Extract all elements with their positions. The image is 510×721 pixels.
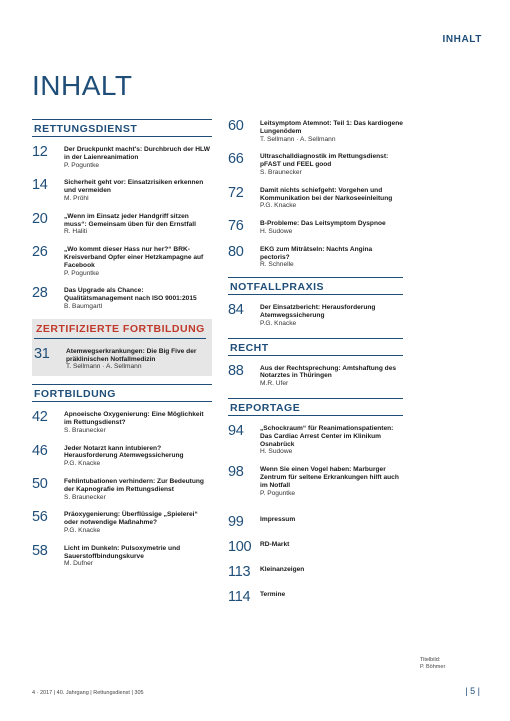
toc-page-number: 14: [32, 177, 48, 194]
toc-entry-title: Wenn Sie einen Vogel haben: Marburger Zentrum für seltene Erkrankungen hilft auch im Notfall: [260, 466, 399, 489]
toc-page-number: 50: [32, 475, 48, 492]
toc-entry-title: „Schockraum“ für Reanimationspatienten: Das Cardiac Arrest Center im Klinikum Osnabrück: [260, 424, 394, 448]
toc-entry: [228, 424, 403, 456]
toc-entry: [32, 544, 212, 568]
toc-page-number: 46: [32, 442, 48, 459]
toc-entry: [32, 178, 212, 202]
toc-entry-title: Präoxygenierung: Überflüssige „Spielerei“ oder notwendige Maßnahme?: [64, 511, 198, 527]
footer-page-number: | 5 |: [465, 686, 480, 696]
section-heading-zertifizierte: ZERTIFIZIERTE FORTBILDUNG: [34, 323, 206, 339]
toc-entry-author: P. Poguntke: [260, 489, 296, 497]
cover-credit: [420, 657, 445, 671]
toc-entry-author: B. Baumgartl: [64, 302, 103, 310]
toc-page-number: 99: [228, 514, 244, 531]
toc-entry: [228, 186, 403, 210]
toc-entry: [32, 444, 212, 468]
toc-page-number: 98: [228, 464, 244, 481]
toc-entry-title: Der Einsatzbericht: Herausforderung Atemwegssicherung: [260, 304, 376, 319]
toc-page-number: 28: [32, 285, 48, 302]
toc-entry: [228, 245, 403, 269]
toc-entry: [228, 152, 403, 176]
toc-entry-author: H. Sudowe: [260, 448, 293, 456]
toc-entry-title: Termine: [260, 591, 286, 599]
toc-entry-title: Damit nichts schiefgeht: Vorgehen und Kommunikation bei der Narkoseeinleitung: [260, 186, 393, 202]
toc-entry-title: RD-Markt: [260, 541, 290, 549]
toc-entry: [32, 212, 212, 236]
toc-entry-author: M. Dufner: [64, 560, 93, 568]
toc-entry: [228, 590, 403, 605]
toc-entry: [228, 515, 403, 530]
toc-entry-author: P.G. Knacke: [260, 202, 297, 210]
toc-entry-title: Aus der Rechtsprechung: Amtshaftung des Notarztes in Thüringen: [260, 364, 397, 380]
toc-entry-title: „Wenn im Einsatz jeder Handgriff sitzen muss“: Gemeinsam üben für den Ernstfall: [64, 212, 196, 228]
toc-page-number: 12: [32, 144, 48, 160]
toc-page-number: 60: [228, 118, 244, 134]
section-misc: [228, 515, 403, 605]
toc-page-number: 114: [228, 589, 251, 606]
toc-page-number: 94: [228, 422, 244, 439]
toc-entry: [32, 510, 212, 534]
toc-entry: [228, 364, 403, 388]
toc-entry-title: „Wo kommt dieser Hass nur her?“ BRK-Kreisverband Opfer einer Hetzkampagne auf Facebook: [64, 246, 204, 269]
right-column: [228, 119, 403, 605]
toc-entry-author: P. Poguntke: [64, 161, 100, 169]
toc-page-number: 31: [34, 345, 50, 362]
section-heading-reportage: REPORTAGE: [228, 398, 403, 416]
section-notfallpraxis: [228, 303, 403, 327]
toc-entry-author: S. Braunecker: [64, 493, 106, 501]
section-fortbildung: [32, 410, 212, 568]
toc-entry-author: T. Sellmann · A. Sellmann: [66, 363, 142, 371]
toc-page-number: 56: [32, 509, 48, 526]
toc-entry-author: R. Schnelle: [260, 261, 294, 269]
toc-entry-title: Ultraschalldiagnostik im Rettungsdienst: pFAST und FEEL good: [260, 153, 389, 169]
toc-entry-author: P. Poguntke: [64, 269, 100, 277]
toc-entry-text: [260, 565, 403, 574]
toc-entry-title: Atemwegserkrankungen: Die Big Five der präklinischen Notfallmedizin: [66, 347, 197, 363]
toc-entry-author: R. Haliti: [64, 228, 88, 236]
toc-entry-text: [64, 410, 212, 434]
toc-entry-text: [64, 477, 212, 501]
section-zertifizierte: [34, 347, 206, 371]
toc-entry: [34, 347, 206, 371]
toc-entry-title: Leitsymptom Atemnot: Teil 1: Das kardiogene Lungenödem: [260, 120, 403, 135]
toc-entry-title: Das Upgrade als Chance: Qualitätsmanagement nach ISO 9001:2015: [64, 287, 197, 303]
toc-entry-text: [64, 286, 212, 310]
toc-entry-title: Licht im Dunkeln: Pulsoxymetrie und Sauerstoffbindungskurve: [64, 544, 181, 560]
toc-entry: [32, 477, 212, 501]
toc-entry-text: [260, 540, 403, 549]
toc-entry-author: T. Sellmann · A. Sellmann: [260, 135, 336, 143]
toc-page-number: 26: [32, 244, 48, 261]
toc-entry-text: [260, 186, 403, 210]
toc-entry: [228, 565, 403, 580]
toc-entry-text: [260, 303, 403, 327]
toc-entry: [32, 245, 212, 277]
toc-page-number: 42: [32, 409, 48, 426]
toc-entry-author: P.G. Knacke: [64, 460, 101, 468]
toc-entry-text: [260, 152, 403, 176]
cover-credit-name: P. Böhmer: [420, 664, 446, 670]
section-reportage: [228, 424, 403, 497]
toc-entry-text: [260, 515, 403, 524]
zertifizierte-fortbildung-box: [32, 319, 212, 376]
toc-entry-title: Impressum: [260, 516, 296, 524]
toc-entry-title: Jeder Notarzt kann intubieren? Herausforderung Atemwegssicherung: [64, 444, 184, 460]
toc-entry-text: [260, 245, 403, 269]
toc-entry-text: [260, 364, 403, 388]
toc-entry-text: [260, 424, 403, 456]
toc-entry: [228, 303, 403, 327]
toc-page-number: 76: [228, 218, 244, 235]
toc-entry-title: Der Druckpunkt macht's: Durchbruch der HLW in der Laienreanimation: [64, 146, 210, 161]
toc-entry-author: M. Pröhl: [64, 194, 89, 202]
toc-entry-text: [64, 510, 212, 534]
section-heading-recht: RECHT: [228, 338, 403, 356]
toc-entry: [32, 145, 212, 169]
toc-entry-author: M.R. Ufer: [260, 380, 289, 388]
page-title: INHALT: [32, 70, 133, 101]
toc-page-number: 72: [228, 184, 244, 201]
cover-credit-label: Titelbild:: [420, 657, 441, 663]
toc-entry-title: B-Probleme: Das Leitsymptom Dyspnoe: [260, 220, 386, 228]
toc-entry: [32, 410, 212, 434]
toc-page-number: 113: [228, 564, 251, 581]
section-heading-rettungsdienst: RETTUNGSDIENST: [32, 119, 212, 137]
running-head: INHALT: [442, 34, 482, 45]
toc-entry-author: S. Braunecker: [64, 426, 106, 434]
toc-entry-text: [260, 590, 403, 599]
section-right-top: [228, 119, 403, 269]
toc-page-number: 84: [228, 302, 244, 319]
toc-page-number: 66: [228, 151, 244, 168]
toc-entry-author: P.G. Knacke: [64, 526, 101, 534]
toc-entry-text: [260, 119, 403, 143]
toc-entry: [228, 465, 403, 497]
section-heading-notfallpraxis: NOTFALLPRAXIS: [228, 277, 403, 295]
toc-entry-title: EKG zum Miträtseln: Nachts Angina pectoris?: [260, 245, 373, 261]
toc-entry-author: H. Sudowe: [260, 227, 293, 235]
toc-page-number: 100: [228, 539, 252, 556]
toc-entry: [228, 219, 403, 236]
left-column: [32, 119, 212, 568]
toc-entry-text: [64, 544, 212, 568]
toc-entry: [32, 286, 212, 310]
section-recht: [228, 364, 403, 388]
toc-page-number: 58: [32, 542, 48, 559]
toc-entry-text: [64, 444, 212, 468]
toc-page-number: 20: [32, 210, 48, 227]
section-heading-fortbildung: FORTBILDUNG: [32, 384, 212, 402]
toc-page-number: 80: [228, 243, 244, 260]
toc-entry-text: [64, 212, 212, 236]
toc-entry-text: [66, 347, 206, 371]
toc-entry: [228, 119, 403, 143]
toc-entry-text: [64, 245, 212, 277]
toc-entry-text: [260, 219, 403, 236]
footer-issue-info: 4 · 2017 | 40. Jahrgang | Rettungsdienst | 305: [32, 690, 144, 696]
toc-entry-title: Kleinanzeigen: [260, 566, 305, 574]
toc-entry-title: Fehlintubationen verhindern: Zur Bedeutung der Kapnografie im Rettungsdienst: [64, 477, 204, 493]
toc-entry-text: [64, 178, 212, 202]
toc-entry-title: Apnoeische Oxygenierung: Eine Möglichkeit im Rettungsdienst?: [64, 411, 204, 426]
toc-entry-author: S. Braunecker: [260, 168, 302, 176]
toc-entry-text: [260, 465, 403, 497]
toc-entry: [228, 540, 403, 555]
toc-entry-author: P.G. Knacke: [260, 319, 297, 327]
toc-entry-text: [64, 145, 212, 169]
toc-entry-title: Sicherheit geht vor: Einsatzrisiken erkennen und vermeiden: [64, 179, 204, 195]
section-rettungsdienst: [32, 145, 212, 311]
toc-page-number: 88: [228, 362, 244, 379]
